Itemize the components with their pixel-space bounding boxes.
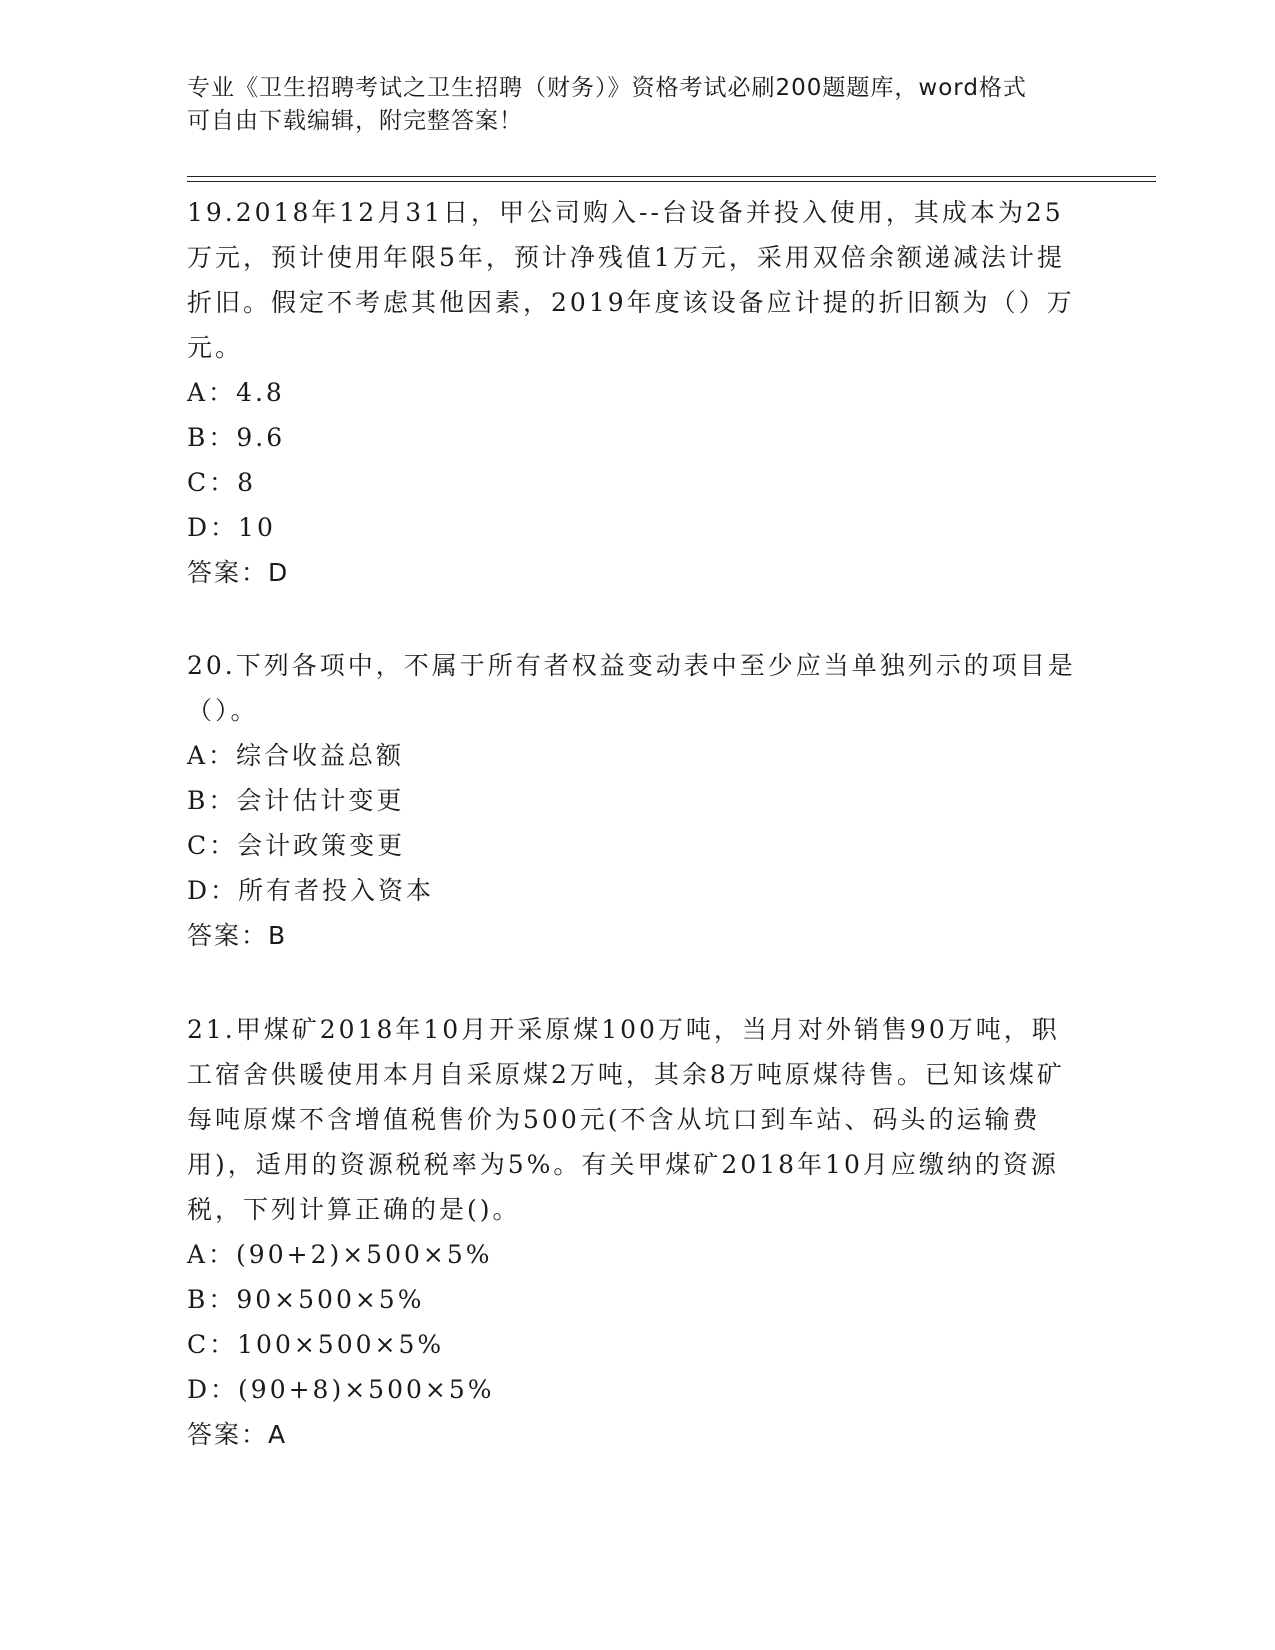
question-text: 20.下列各项中，不属于所有者权益变动表中至少应当单独列示的项目是（）。 [187, 651, 1076, 725]
option-a: A：(90+2)×500×5% [187, 1240, 493, 1269]
option-c: C：8 [187, 468, 257, 497]
document-header [187, 72, 1087, 138]
option-c: C：100×500×5% [187, 1330, 445, 1359]
answer-label: 答案：A [187, 1420, 288, 1449]
question-21 [187, 1007, 1077, 1457]
header-line-2: 可自由下载编辑，附完整答案！ [187, 108, 523, 134]
question-20 [187, 643, 1077, 958]
option-d: D：(90+8)×500×5% [187, 1375, 495, 1404]
answer-label: 答案：D [187, 558, 290, 587]
question-19 [187, 190, 1077, 595]
header-divider-top [187, 176, 1156, 177]
option-d: D：所有者投入资本 [187, 876, 435, 905]
option-b: B：90×500×5% [187, 1285, 425, 1314]
option-a: A：综合收益总额 [187, 741, 405, 770]
header-divider-bottom [187, 181, 1156, 182]
question-text: 19.2018年12月31日，甲公司购入--台设备并投入使用，其成本为25万元，预计使用年限5年，预计净残值1万元，采用双倍余额递减法计提折旧。假定不考虑其他因素，2019年度该设备应计提的折旧额为（）万元。 [187, 198, 1075, 362]
option-c: C：会计政策变更 [187, 831, 406, 860]
option-a: A：4.8 [187, 378, 285, 407]
option-d: D：10 [187, 513, 276, 542]
question-text: 21.甲煤矿2018年10月开采原煤100万吨，当月对外销售90万吨，职工宿舍供暖使用本月自采原煤2万吨，其余8万吨原煤待售。已知该煤矿每吨原煤不含增值税售价为500元(不含从坑口到车站、码头的运输费用)，适用的资源税税率为5%。有关甲煤矿2018年10月应缴纳的资源税，下列计算正确的是()。 [187, 1015, 1065, 1224]
header-line-1: 专业《卫生招聘考试之卫生招聘（财务）》资格考试必刷200题题库，word格式 [187, 75, 1027, 101]
answer-label: 答案：B [187, 921, 288, 950]
option-b: B：会计估计变更 [187, 786, 405, 815]
option-b: B：9.6 [187, 423, 286, 452]
